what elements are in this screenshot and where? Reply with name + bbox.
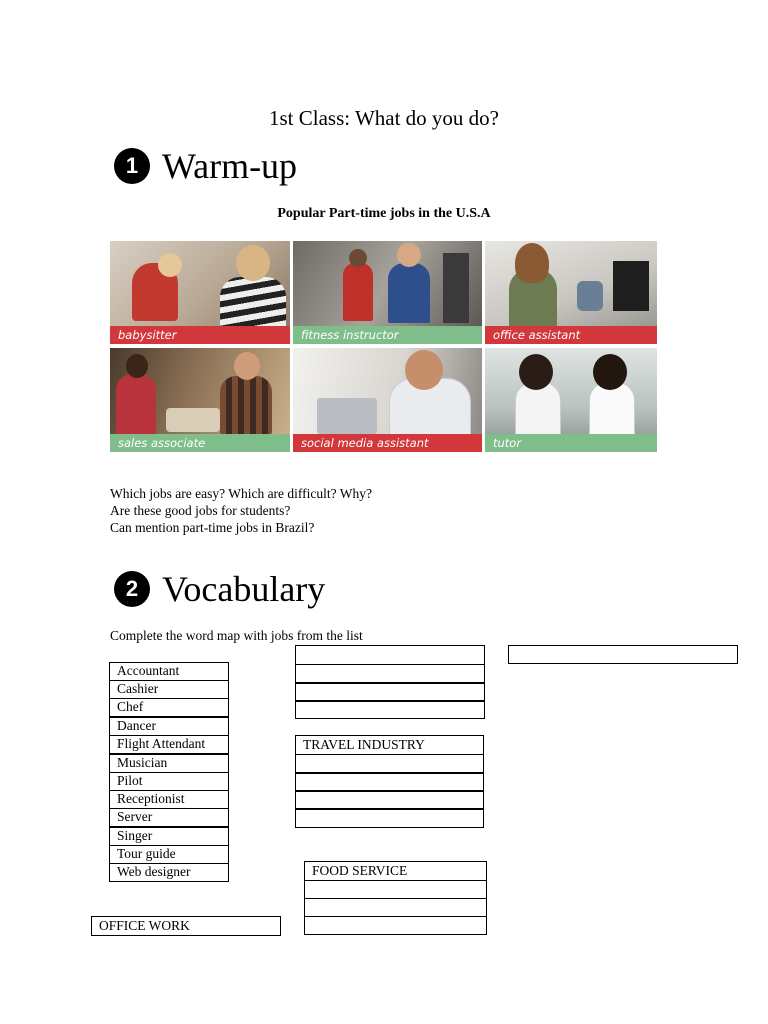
answer-cell[interactable] xyxy=(295,700,485,719)
answer-table-unlabeled xyxy=(295,645,485,719)
list-item: Pilot xyxy=(109,772,229,791)
answer-cell[interactable] xyxy=(304,898,487,917)
question: Which jobs are easy? Which are difficult? Why? xyxy=(110,486,373,501)
photo-caption: office assistant xyxy=(485,326,657,344)
list-item: Musician xyxy=(109,754,229,773)
instruction-text: Complete the word map with jobs from the list xyxy=(110,628,363,643)
category-header-office: OFFICE WORK xyxy=(91,916,281,936)
list-item: Flight Attendant xyxy=(109,735,229,754)
category-header-food: FOOD SERVICE xyxy=(304,861,487,881)
travel-industry-table xyxy=(295,735,484,828)
list-item: Dancer xyxy=(109,717,229,736)
question: Can mention part-time jobs in Brazil? xyxy=(110,520,315,535)
vocabulary-header xyxy=(114,571,325,607)
photo-tile-fitness-instructor xyxy=(293,241,482,344)
page-title: 1st Class: What do you do? xyxy=(268,106,499,130)
photo-caption: babysitter xyxy=(110,326,290,344)
jobs-photo-collage xyxy=(110,241,657,452)
section-number-badge: 2 xyxy=(114,571,150,607)
list-item: Receptionist xyxy=(109,790,229,809)
photo-tile-sales-associate xyxy=(110,348,290,452)
discussion-questions xyxy=(110,485,372,536)
photo-caption: sales associate xyxy=(110,434,290,452)
answer-cell[interactable] xyxy=(295,772,484,792)
answer-cell[interactable] xyxy=(304,916,487,935)
section-number-badge: 1 xyxy=(114,148,150,184)
answer-cell[interactable] xyxy=(295,682,485,702)
warmup-header xyxy=(114,148,297,184)
list-item: Tour guide xyxy=(109,845,229,864)
answer-cell[interactable] xyxy=(295,790,484,810)
photo-subtitle: Popular Part-time jobs in the U.S.A xyxy=(277,206,491,221)
answer-cell[interactable] xyxy=(508,645,738,664)
photo-tile-tutor xyxy=(485,348,657,452)
vocabulary-title: Vocabulary xyxy=(162,569,326,609)
answer-cell[interactable] xyxy=(295,664,485,684)
answer-cell[interactable] xyxy=(295,808,484,828)
photo-tile-social-media-assistant xyxy=(293,348,482,452)
list-item: Accountant xyxy=(109,662,229,681)
list-item: Chef xyxy=(109,698,229,717)
answer-cell[interactable] xyxy=(295,645,485,665)
photo-caption: social media assistant xyxy=(293,434,482,452)
question: Are these good jobs for students? xyxy=(110,503,291,518)
answer-cell[interactable] xyxy=(304,880,487,899)
category-header-travel: TRAVEL INDUSTRY xyxy=(295,735,484,755)
list-item: Server xyxy=(109,808,229,827)
answer-cell[interactable] xyxy=(295,754,484,774)
list-item: Web designer xyxy=(109,863,229,882)
list-item: Singer xyxy=(109,827,229,846)
warmup-title: Warm-up xyxy=(162,146,298,186)
photo-tile-office-assistant xyxy=(485,241,657,344)
photo-caption: fitness instructor xyxy=(293,326,482,344)
photo-caption: tutor xyxy=(485,434,657,452)
photo-tile-babysitter xyxy=(110,241,290,344)
food-service-table xyxy=(304,861,487,935)
list-item: Cashier xyxy=(109,680,229,699)
